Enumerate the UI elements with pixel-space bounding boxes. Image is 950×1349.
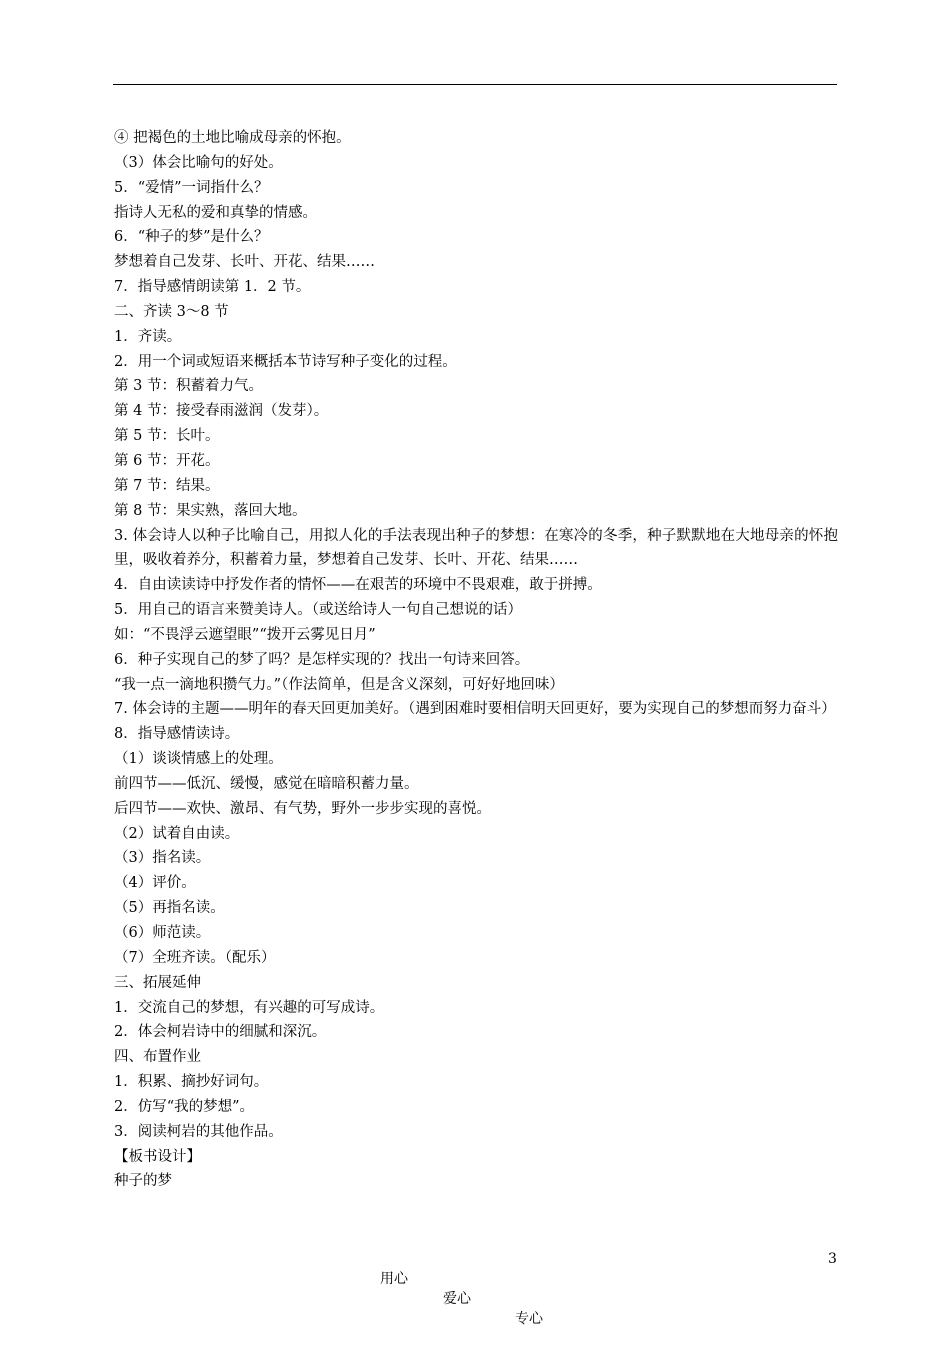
page-footer [0, 1249, 950, 1327]
text-line: 6．种子实现自己的梦了吗？是怎样实现的？找出一句诗来回答。 [114, 651, 530, 668]
section-heading: 【板书设计】 [114, 1148, 201, 1165]
text-line: 第 7 节：结果。 [114, 477, 220, 494]
text-line: 第 3 节：积蓄着力气。 [114, 378, 263, 395]
text-line: （2）试着自由读。 [114, 825, 240, 842]
text-line: 前四节——低沉、缓慢，感觉在暗暗积蓄力量。 [114, 775, 419, 792]
text-line: 1．交流自己的梦想，有兴趣的可写成诗。 [114, 999, 385, 1016]
footer-motto-3: 专心 [515, 1311, 543, 1327]
text-line: 种子的梦 [114, 1173, 172, 1190]
text-line: （4）评价。 [114, 875, 196, 892]
footer-motto [380, 1249, 543, 1349]
text-line: “我一点一滴地积攒气力。”（作法简单，但是含义深刻，可好好地回味） [114, 676, 564, 693]
text-line: 第 5 节：长叶。 [114, 428, 220, 445]
header-rule [113, 84, 837, 85]
text-line: 第 4 节：接受春雨滋润（发芽）。 [114, 403, 329, 420]
text-line: 1．齐读。 [114, 328, 182, 345]
text-line: （3）指名读。 [114, 850, 211, 867]
footer-motto-2: 爱心 [443, 1291, 471, 1307]
text-line: 2．仿写“我的梦想”。 [114, 1098, 255, 1115]
text-line: 5．“爱情”一词指什么？ [114, 179, 269, 196]
text-line: 后四节——欢快、激昂、有气势，野外一步步实现的喜悦。 [114, 800, 491, 817]
document-body [114, 126, 838, 1194]
text-line: 如：“不畏浮云遮望眼”“拨开云雾见日月” [114, 626, 376, 643]
text-line: 4．自由读读诗中抒发作者的情怀——在艰苦的环境中不畏艰难，敢于拼搏。 [114, 577, 602, 594]
text-line: 8．指导感情读诗。 [114, 726, 240, 743]
text-paragraph: 3. 体会诗人以种子比喻自己，用拟人化的手法表现出种子的梦想：在寒冷的冬季，种子默默地在大地母亲的怀抱里，吸收着养分，积蓄着力量，梦想着自己发芽、长叶、开花、结果…… [114, 527, 838, 569]
text-line: ④ 把褐色的土地比喻成母亲的怀抱。 [114, 130, 351, 146]
text-line: 3．阅读柯岩的其他作品。 [114, 1123, 283, 1140]
text-line: 第 8 节：果实熟，落回大地。 [114, 502, 307, 519]
page-number: 3 [828, 1251, 837, 1267]
text-line: 第 6 节：开花。 [114, 452, 220, 469]
text-line: （5）再指名读。 [114, 900, 225, 917]
text-line: （7）全班齐读。（配乐） [114, 949, 276, 966]
text-line: 7．指导感情朗读第 1．2 节。 [114, 279, 311, 296]
text-line: 6．“种子的梦”是什么？ [114, 229, 269, 246]
text-paragraph: 7. 体会诗的主题——明年的春天回更加美好。（遇到困难时要相信明天回更好，要为实现自己的梦想而努力奋斗） [114, 701, 836, 718]
section-heading: 三、拓展延伸 [114, 974, 201, 991]
text-line: （1）谈谈情感上的处理。 [114, 751, 283, 768]
text-line: （3）体会比喻句的好处。 [114, 154, 283, 171]
text-line: 指诗人无私的爱和真挚的情感。 [114, 204, 317, 221]
text-line: 梦想着自己发芽、长叶、开花、结果…… [114, 254, 375, 271]
text-line: 1．积累、摘抄好词句。 [114, 1074, 269, 1091]
text-line: 2．用一个词或短语来概括本节诗写种子变化的过程。 [114, 353, 457, 370]
footer-motto-1: 用心 [380, 1271, 408, 1287]
text-line: 5．用自己的语言来赞美诗人。（或送给诗人一句自己想说的话） [114, 602, 522, 619]
text-line: （6）师范读。 [114, 925, 211, 941]
section-heading: 二、齐读 3～8 节 [114, 303, 229, 320]
section-heading: 四、布置作业 [114, 1049, 201, 1066]
text-line: 2．体会柯岩诗中的细腻和深沉。 [114, 1024, 327, 1041]
